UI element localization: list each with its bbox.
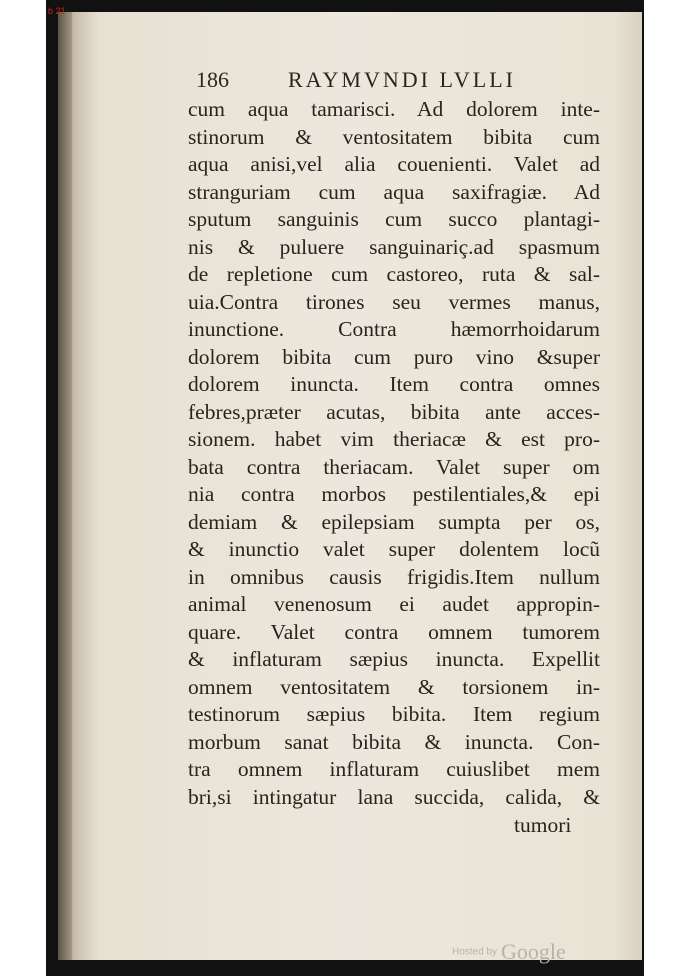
page-number: 186: [196, 67, 229, 92]
text-line: sionem. habet vim theriacæ & est pro-: [188, 427, 600, 451]
body-text: [188, 96, 600, 811]
text-line: morbum sanat bibita & inuncta. Con-: [188, 729, 600, 754]
catchword: tumori: [514, 813, 572, 837]
text-line: stranguriam cum aqua saxifragiæ. Ad: [188, 179, 600, 204]
scan-corner-mark: b 21: [48, 6, 66, 16]
running-head: [196, 67, 596, 93]
text-line: in omnibus causis frigidis.Item nullum: [188, 564, 600, 589]
running-title: RAYMVNDI LVLLI: [288, 67, 516, 92]
text-line: tra omnem inflaturam cuiuslibet mem: [188, 757, 600, 781]
text-line: & inflaturam sæpius inuncta. Expellit: [188, 647, 600, 671]
text-line: cum aqua tamarisci. Ad dolorem inte-: [188, 97, 600, 121]
text-line: omnem ventositatem & torsionem in-: [188, 674, 600, 699]
hosted-by-label: Hosted by: [452, 946, 498, 958]
text-line: animal venenosum ei audet appropin-: [188, 592, 600, 616]
text-line: quare. Valet contra omnem tumorem: [188, 619, 600, 644]
google-logo: Google: [501, 939, 566, 964]
text-line: uia.Contra tirones seu vermes manus,: [188, 289, 600, 314]
text-line: febres,præter acutas, bibita ante acces-: [188, 399, 600, 424]
text-line: & inunctio valet super dolentem locũ: [188, 537, 600, 561]
text-line: demiam & epilepsiam sumpta per os,: [188, 509, 600, 534]
text-line: stinorum & ventositatem bibita cum: [188, 124, 600, 149]
text-line: nia contra morbos pestilentiales,& epi: [188, 482, 600, 506]
text-line: testinorum sæpius bibita. Item regium: [188, 702, 600, 726]
text-line: bata contra theriacam. Valet super om: [188, 454, 600, 479]
text-line: bri,si intingatur lana succida, calida, &: [188, 784, 600, 809]
page-binding-edge: [58, 12, 72, 960]
google-watermark: [452, 939, 566, 965]
text-line: inunctione. Contra hæmorrhoidarum: [188, 317, 600, 341]
text-line: aqua anisi,vel alia couenienti. Valet ad: [188, 152, 600, 176]
text-line: dolorem bibita cum puro vino &super: [188, 344, 600, 369]
text-line: dolorem inuncta. Item contra omnes: [188, 372, 600, 396]
text-line: sputum sanguinis cum succo plantagi-: [188, 207, 600, 231]
text-line: nis & puluere sanguinariç.ad spasmum: [188, 234, 600, 259]
text-line: de repletione cum castoreo, ruta & sal-: [188, 262, 600, 286]
